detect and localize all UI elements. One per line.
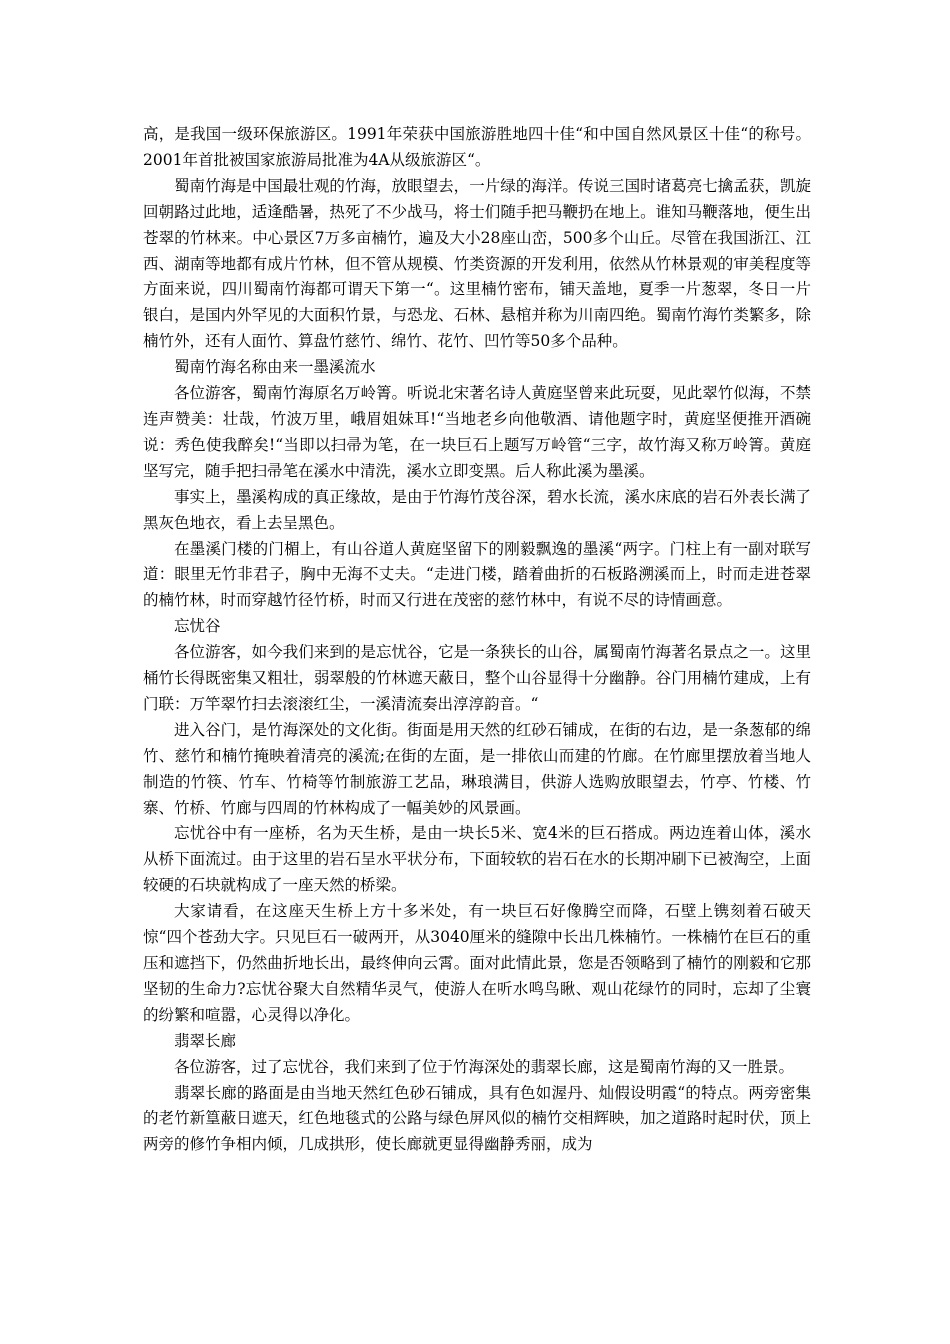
paragraph: 各位游客，过了忘忧谷，我们来到了位于竹海深处的翡翠长廊，这是蜀南竹海的又一胜景。	[174, 1057, 795, 1076]
section-heading: 忘忧谷	[174, 617, 221, 636]
paragraph: 各位游客，蜀南竹海原名万岭箐。听说北宋著名诗人黄庭坚曾来此玩耍，见此翠竹似海，不禁连声赞美：壮哉，竹波万里，峨眉姐妹耳!“当地老乡向他敬酒、请他题字时，黄庭坚便推开酒碗说：秀色使我醉矣!“当即以扫帚为笔，在一块巨石上题写万岭管“三字，故竹海又称万岭箐。黄庭坚写完，随手把扫帚笔在溪水中清洗，溪水立即变黑。后人称此溪为墨溪。	[143, 384, 811, 480]
paragraph: 在墨溪门楼的门楣上，有山谷道人黄庭坚留下的刚毅飘逸的墨溪“两字。门柱上有一副对联写道：眼里无竹非君子，胸中无海不丈夫。“走进门楼，踏着曲折的石板路溯溪而上，时而走进苍翠的楠竹林，时而穿越竹径竹桥，时而又行进在茂密的慈竹林中，有说不尽的诗情画意。	[143, 539, 811, 610]
paragraph: 高，是我国一级环保旅游区。1991年荣获中国旅游胜地四十佳“和中国自然风景区十佳“的称号。2001年首批被国家旅游局批准为4A从级旅游区“。	[143, 125, 811, 169]
paragraph: 忘忧谷中有一座桥，名为天生桥，是由一块长5米、宽4米的巨石搭成。两边连着山体，溪水从桥下面流过。由于这里的岩石呈水平状分布，下面较软的岩石在水的长期冲刷下已被淘空，上面较硬的石块就构成了一座天然的桥梁。	[143, 824, 811, 895]
section-heading: 翡翠长廊	[174, 1031, 237, 1050]
paragraph: 翡翠长廊的路面是由当地天然红色砂石铺成，具有色如渥丹、灿假设明霞“的特点。两旁密集的老竹新篁蔽日遮天，红色地毯式的公路与绿色屏风似的楠竹交相辉映，加之道路时起时伏，顶上两旁的修竹争相内倾，几成拱形，使长廊就更显得幽静秀丽，成为	[143, 1083, 811, 1154]
document-page	[143, 122, 811, 1158]
section-heading: 蜀南竹海名称由来一墨溪流水	[174, 358, 376, 377]
paragraph: 事实上，墨溪构成的真正缘故，是由于竹海竹茂谷深，碧水长流，溪水床底的岩石外表长满了黑灰色地衣，看上去呈黑色。	[143, 487, 811, 532]
paragraph: 各位游客，如今我们来到的是忘忧谷，它是一条狭长的山谷，属蜀南竹海著名景点之一。这里桶竹长得既密集又粗壮，弱翠般的竹林遮天蔽日，整个山谷显得十分幽静。谷门用楠竹建成，上有门联：万竿翠竹扫去滚滚红尘，一溪清流奏出淳淳韵音。“	[143, 643, 811, 713]
paragraph: 蜀南竹海是中国最壮观的竹海，放眼望去，一片绿的海洋。传说三国时诸葛亮七擒孟获，凯旋回朝路过此地，适逢酷暑，热死了不少战马，将士们随手把马鞭扔在地上。谁知马鞭落地，便生出苍翠的竹林来。中心景区7万多亩楠竹，遍及大小28座山峦，500多个山丘。尽管在我国浙江、江西、湖南等地都有成片竹林，但不管从规模、竹类资源的开发利用，依然从竹林景观的审美程度等方面来说，四川蜀南竹海都可谓天下第一“。这里楠竹密布，铺天盖地，夏季一片葱翠，冬日一片银白，是国内外罕见的大面积竹景，与恐龙、石林、悬棺并称为川南四绝。蜀南竹海竹类繁多，除楠竹外，还有人面竹、算盘竹慈竹、绵竹、花竹、凹竹等50多个品种。	[143, 176, 811, 351]
paragraph: 大家请看，在这座天生桥上方十多米处，有一块巨石好像腾空而降，石壁上镌刻着石破天惊“四个苍劲大字。只见巨石一破两开，从3040厘米的缝隙中长出几株楠竹。一株楠竹在巨石的重压和遮挡下，仍然曲折地长出，最终伸向云霄。面对此情此景，您是否领略到了楠竹的刚毅和它那坚韧的生命力?忘忧谷聚大自然精华灵气，使游人在听水鸣鸟瞅、观山花绿竹的同时，忘却了尘寰的纷繁和喧嚣，心灵得以净化。	[143, 902, 811, 1024]
paragraph: 进入谷门，是竹海深处的文化街。街面是用天然的红砂石铺成，在街的右边，是一条葱郁的绵竹、慈竹和楠竹掩映着清亮的溪流;在街的左面，是一排依山而建的竹廊。在竹廊里摆放着当地人制造的竹筷、竹车、竹椅等竹制旅游工艺品，琳琅满目，供游人选购放眼望去，竹亭、竹楼、竹寨、竹桥、竹廊与四周的竹林构成了一幅美妙的风景画。	[143, 720, 811, 817]
